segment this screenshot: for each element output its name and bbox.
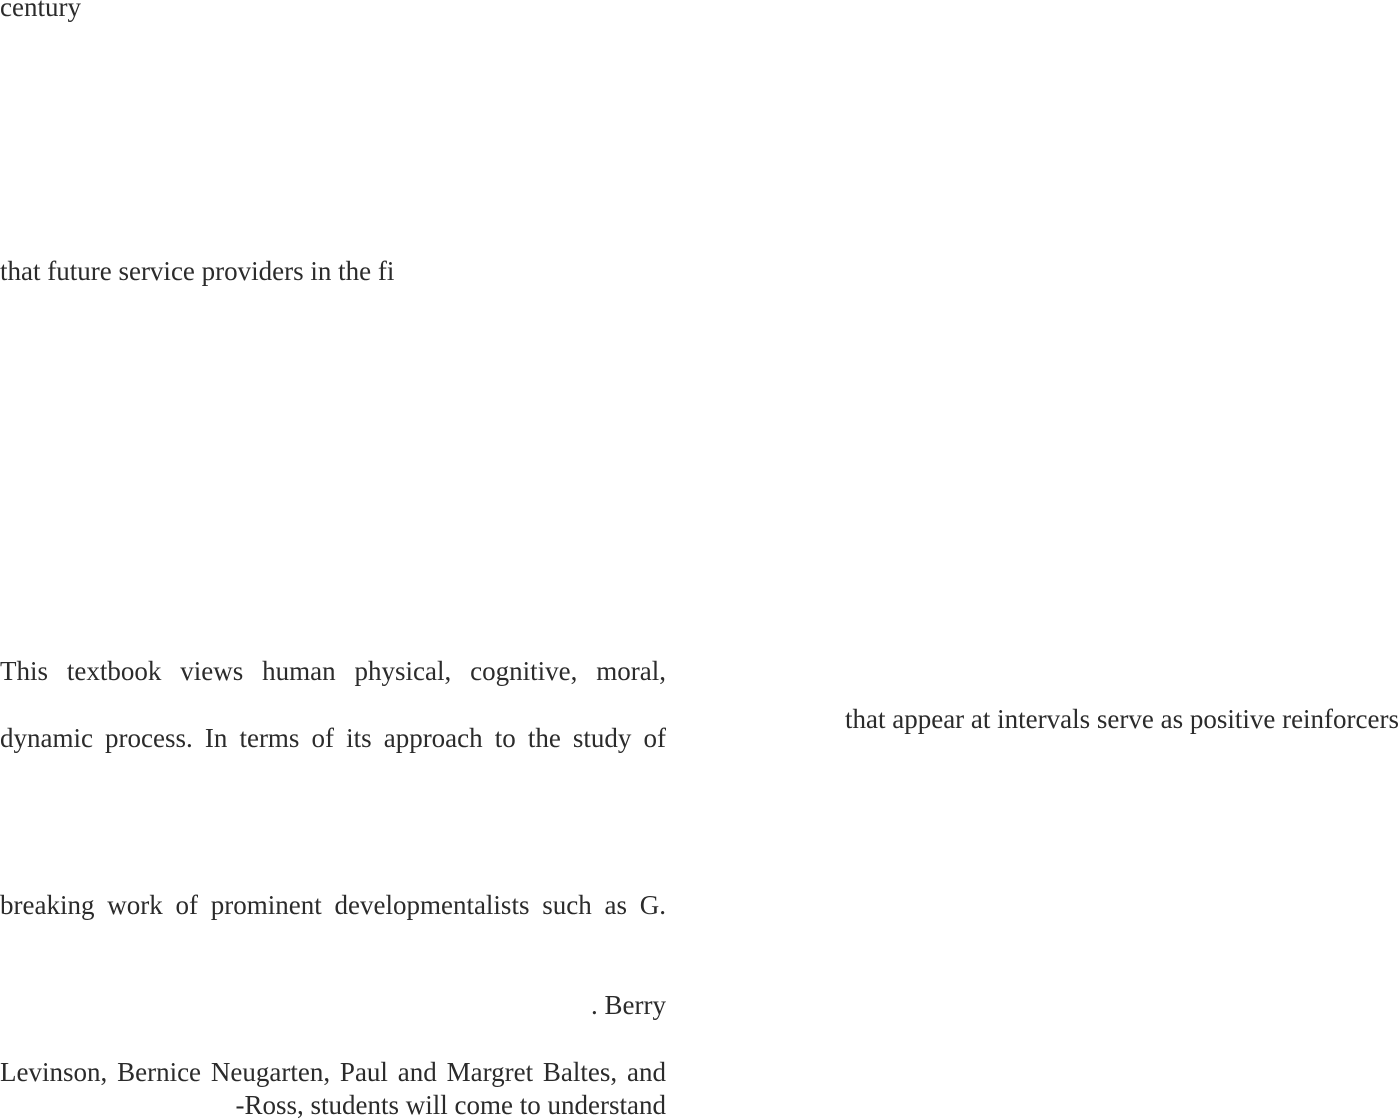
text-line-levinson: Levinson, Bernice Neugarten, Paul and Margret Baltes, and [0,1057,666,1087]
text-fragment-future-providers: that future service providers in the fi [0,256,395,286]
text-line-dynamic-process: dynamic process. In terms of its approach to the study of [0,723,666,753]
text-line-intervals: that appear at intervals serve as positive reinforcers [844,704,1399,734]
text-line-breaking-work: breaking work of prominent developmentalists such as G. [0,890,666,920]
text-line-ross: -Ross, students will come to understand [235,1090,666,1120]
text-fragment-century: century [0,0,81,22]
text-fragment-berry: . Berry [591,990,666,1020]
text-line-textbook-views: This textbook views human physical, cognitive, moral, [0,656,666,686]
